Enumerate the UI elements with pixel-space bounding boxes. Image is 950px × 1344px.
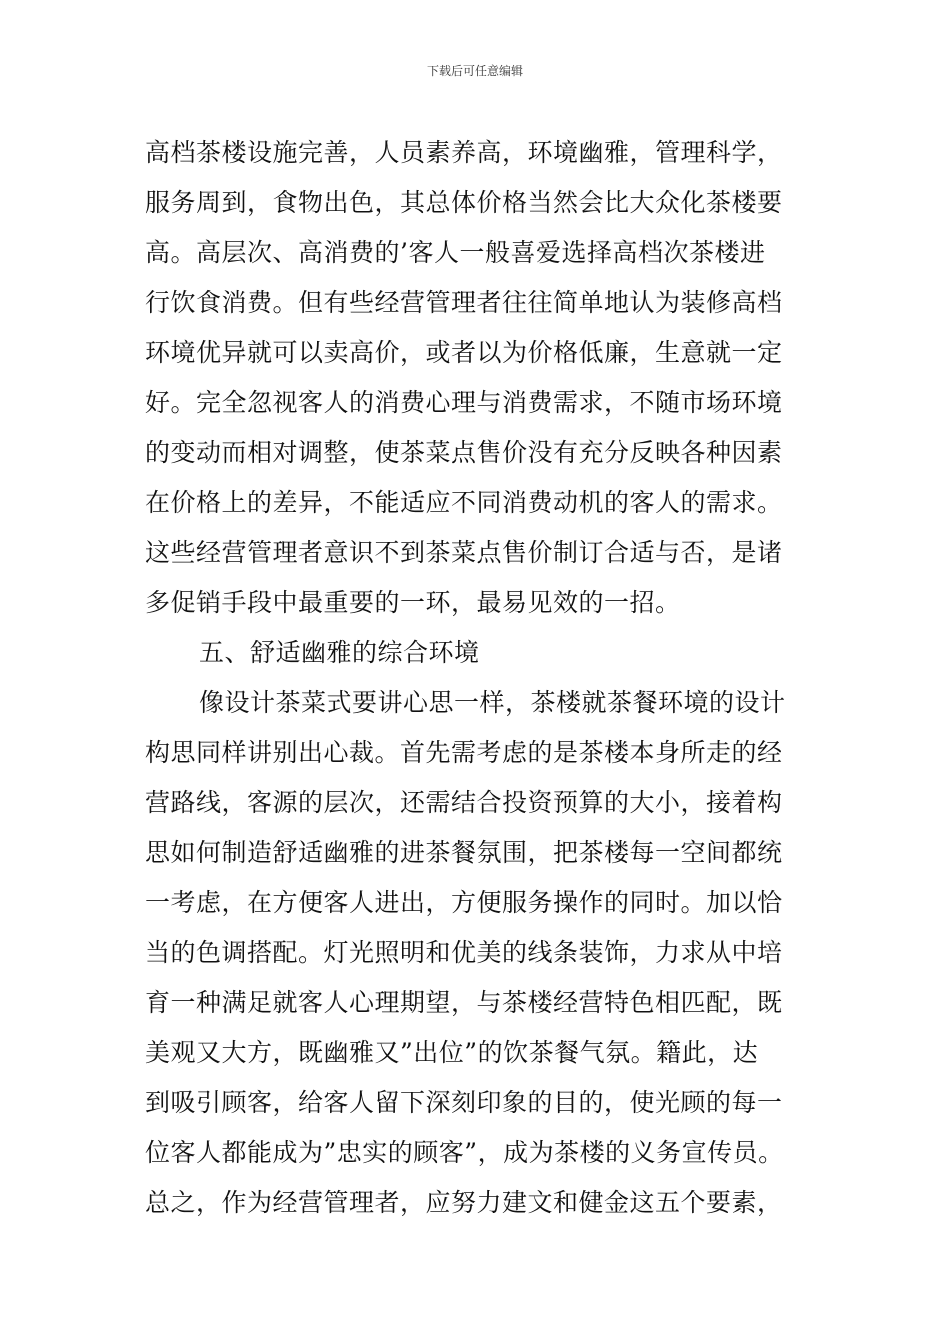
text-line: 这些经营管理者意识不到茶菜点售价制订合适与否，是诸 [145,538,783,567]
text-line: 美观又大方，既幽雅又”出位”的饮茶餐气氛。籍此，达 [145,1038,759,1067]
text-line: 构思同样讲别出心裁。首先需考虑的是茶楼本身所走的经 [145,738,783,767]
paragraph-first-line: 像设计茶菜式要讲心思一样，茶楼就茶餐环境的设计 [199,688,786,717]
text-line: 的变动而相对调整，使茶菜点售价没有充分反映各种因素 [145,438,783,467]
text-line: 好。完全忽视客人的消费心理与消费需求，不随市场环境 [145,388,783,417]
text-line: 行饮食消费。但有些经营管理者往往简单地认为装修高档 [145,288,783,317]
text-line: 位客人都能成为”忠实的顾客”，成为茶楼的义务宣传员。 [145,1138,784,1167]
text-line: 一考虑，在方便客人进出，方便服务操作的同时。加以恰 [145,888,783,917]
text-line: 营路线，客源的层次，还需结合投资预算的大小，接着构 [145,788,783,817]
text-line: 总之，作为经营管理者，应努力建文和健金这五个要素， [145,1188,783,1217]
text-line: 多促销手段中最重要的一环，最易见效的一招。 [145,588,681,617]
text-line: 到吸引顾客，给客人留下深刻印象的目的，使光顾的每一 [145,1088,783,1117]
text-line: 思如何制造舒适幽雅的进茶餐氛围，把茶楼每一空间都统 [145,838,783,867]
text-line: 在价格上的差异，不能适应不同消费动机的客人的需求。 [145,488,783,517]
text-line: 高。高层次、高消费的’客人一般喜爱选择高档次茶楼进 [145,238,766,267]
text-line: 高档茶楼设施完善，人员素养高，环境幽雅，管理科学， [145,138,783,167]
text-line: 环境优异就可以卖高价，或者以为价格低廉，生意就一定 [145,338,783,367]
text-line: 服务周到，食物出色，其总体价格当然会比大众化茶楼要 [145,188,783,217]
text-line: 育一种满足就客人心理期望，与茶楼经营特色相匹配，既 [145,988,783,1017]
text-line: 当的色调搭配。灯光照明和优美的线条装饰，力求从中培 [145,938,783,967]
section-heading: 五、舒适幽雅的综合环境 [199,638,480,667]
body-text [145,128,825,1228]
page-header: 下载后可任意编辑 [426,64,523,78]
